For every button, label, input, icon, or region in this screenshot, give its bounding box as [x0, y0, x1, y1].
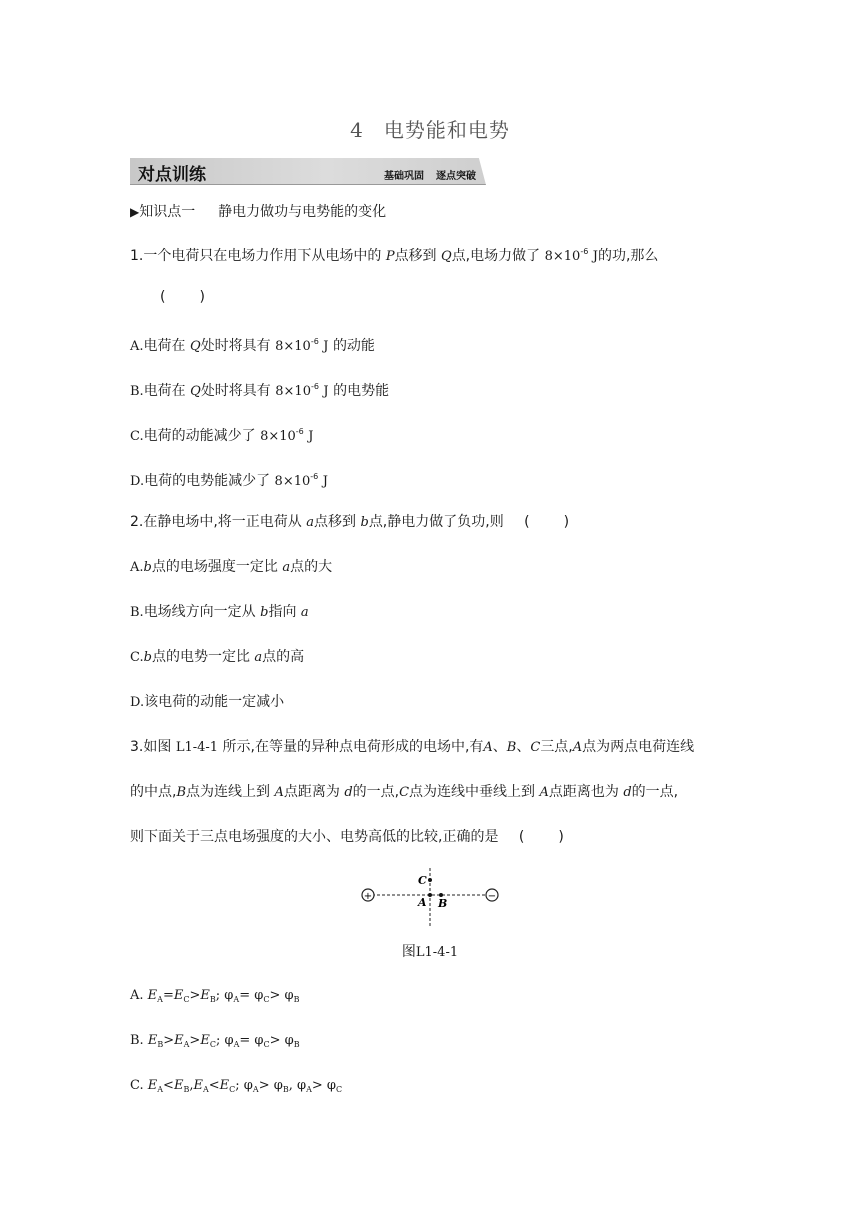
option-text: 处时将具有 [200, 383, 271, 399]
option-text: 电荷的电势能减少了 [144, 473, 271, 489]
stem-text: 点,电场力做了 [451, 248, 541, 264]
paren-right: ) [558, 829, 564, 845]
question-number: 2. [130, 514, 144, 530]
option-A [130, 558, 332, 577]
option-label: A. [130, 339, 144, 354]
var-Q: Q [189, 339, 201, 354]
question-number: 1. [130, 248, 144, 264]
unit: J [322, 474, 328, 489]
var-a: a [282, 560, 291, 575]
question-2-stem [130, 513, 569, 532]
var-b: b [360, 515, 369, 530]
point-C [428, 878, 432, 882]
caption-prefix: 图 [401, 944, 416, 960]
option-text: 电荷的动能减少了 [143, 428, 256, 444]
var-B: B [506, 740, 517, 755]
exponent: -6 [580, 247, 589, 256]
option-C [130, 423, 313, 446]
caption-text: L1-4-1 [415, 945, 459, 960]
stem-text: 点为连线中垂线上到 [409, 784, 536, 800]
stem-text: 点移到 [314, 514, 357, 530]
option-A: A. $E_A=E_C>E_B$; $\varphi_A= \varphi_C> \varphi_B$ [130, 988, 300, 1004]
title-number: 4 [350, 118, 364, 142]
option-label: D. [130, 695, 145, 710]
question-3-stem-line1 [130, 738, 694, 757]
option-D [130, 468, 328, 491]
knowledge-point-text: 静电力做功与电势能的变化 [218, 204, 387, 220]
stem-text: 点为连线上到 [186, 784, 271, 800]
option-label: A. [130, 560, 144, 575]
separator: 、 [516, 739, 531, 755]
exponent: -6 [295, 427, 304, 436]
banner-title: 对点训练 [138, 165, 206, 185]
option-label: D. [130, 474, 145, 489]
knowledge-point-label: 知识点一 [139, 204, 196, 220]
var-d: d [344, 785, 353, 800]
unit: J [592, 249, 598, 264]
label-C: C [418, 874, 427, 887]
var-b: b [143, 650, 152, 665]
option-label: B. [130, 1033, 144, 1048]
var-a: a [306, 515, 315, 530]
option-text: 该电荷的动能一定减小 [144, 694, 285, 710]
triangle-marker-icon: ▶ [130, 205, 140, 219]
answer-blank [160, 288, 205, 306]
var-a: a [254, 650, 263, 665]
option-label: C. [130, 429, 144, 444]
value: 8×10 [544, 249, 581, 264]
option-text: 处时将具有 [200, 338, 271, 354]
option-A [130, 333, 375, 356]
stem-text: 在静电场中,将一正电荷从 [143, 514, 302, 530]
stem-text: 点,静电力做了负功,则 [368, 514, 504, 530]
charge-field-figure [356, 866, 504, 930]
stem-text: 的一点, [352, 784, 400, 800]
banner-tag-consolidate: 基础巩固 [384, 171, 424, 182]
paren-left: ( [160, 289, 166, 305]
option-text: 的电势能 [333, 383, 390, 399]
figure-caption [0, 941, 860, 961]
option-text: 点的大 [290, 559, 333, 575]
var-A: A [539, 785, 549, 800]
var-P: P [385, 249, 395, 264]
stem-text: 的功,那么 [597, 248, 659, 264]
var-B: B [176, 785, 187, 800]
var-A: A [483, 740, 493, 755]
var-A: A [274, 785, 284, 800]
stem-text: 则下面关于三点电场强度的大小、电势高低的比较,正确的是 [130, 829, 499, 845]
paren-right: ) [563, 514, 570, 530]
option-text: 点的高 [262, 649, 305, 665]
title-text: 电势能和电势 [383, 118, 510, 142]
stem-text: 的中点, [130, 784, 177, 800]
question-1-stem [130, 243, 658, 266]
var-b: b [143, 560, 152, 575]
exponent: -6 [310, 382, 319, 391]
option-text: 指向 [268, 604, 297, 620]
var-Q: Q [190, 384, 201, 399]
question-3-stem-line2 [130, 783, 678, 802]
var-C: C [399, 785, 410, 800]
var-b: b [260, 605, 269, 620]
option-text: 电荷在 [143, 338, 186, 354]
option-text: 电场线方向一定从 [143, 604, 256, 620]
point-A [428, 893, 432, 897]
option-label: C. [130, 1078, 144, 1093]
option-text: 的动能 [332, 338, 375, 354]
option-B: B. $E_B>E_A>E_C$; $\varphi_A= \varphi_C> \varphi_B$ [130, 1033, 300, 1049]
option-B [130, 378, 389, 401]
section-banner [130, 158, 486, 184]
page-title [0, 114, 860, 143]
plus-sign: + [363, 891, 373, 902]
value: 8×10 [275, 339, 311, 354]
question-number: 3. [130, 739, 144, 755]
stem-text: 点为两点电荷连线 [582, 739, 695, 755]
option-C: C. $E_A<E_B,E_A<E_C$; $\varphi_A> \varphi_B$, $\varphi_A> \varphi_C$ [130, 1078, 343, 1094]
figure-ref: L1-4-1 [175, 740, 219, 755]
option-label: B. [130, 605, 144, 620]
value: 8×10 [260, 429, 296, 444]
option-D [130, 693, 284, 712]
var-a: a [300, 605, 309, 620]
question-3-stem-line3 [130, 828, 564, 846]
stem-text: 三点, [540, 739, 573, 755]
option-B [130, 603, 309, 622]
minus-sign: − [487, 891, 497, 902]
unit: J [323, 339, 329, 354]
value: 8×10 [274, 474, 311, 489]
option-label: B. [130, 384, 144, 399]
unit: J [323, 384, 329, 399]
paren-left: ( [524, 514, 530, 530]
var-Q: Q [441, 249, 452, 264]
var-d: d [623, 785, 632, 800]
option-text: 电荷在 [143, 383, 186, 399]
exponent: -6 [310, 337, 319, 346]
paren-right: ) [199, 289, 205, 305]
var-A: A [572, 740, 583, 755]
stem-text: 点距离也为 [548, 784, 619, 800]
unit: J [308, 429, 314, 444]
exponent: -6 [310, 472, 319, 481]
paren-left: ( [518, 829, 525, 845]
option-text: 点的电势一定比 [151, 649, 250, 665]
option-text: 点的电场强度一定比 [151, 559, 278, 575]
banner-tag-breakthrough: 逐点突破 [436, 171, 476, 182]
stem-text: 的一点, [631, 784, 679, 800]
knowledge-point-heading [130, 203, 386, 221]
value: 8×10 [275, 384, 311, 399]
stem-text: 点移到 [394, 248, 437, 264]
stem-text: 所示,在等量的异种点电荷形成的电场中,有 [222, 739, 484, 755]
stem-text: 如图 [143, 739, 172, 755]
label-A: A [418, 896, 427, 909]
separator: 、 [492, 739, 507, 755]
var-C: C [530, 740, 541, 755]
option-label: A. [130, 988, 144, 1003]
option-label: C. [130, 650, 144, 665]
stem-text: 点距离为 [283, 784, 340, 800]
option-C [130, 648, 304, 667]
stem-text: 一个电荷只在电场力作用下从电场中的 [143, 248, 382, 264]
label-B: B [438, 897, 448, 910]
